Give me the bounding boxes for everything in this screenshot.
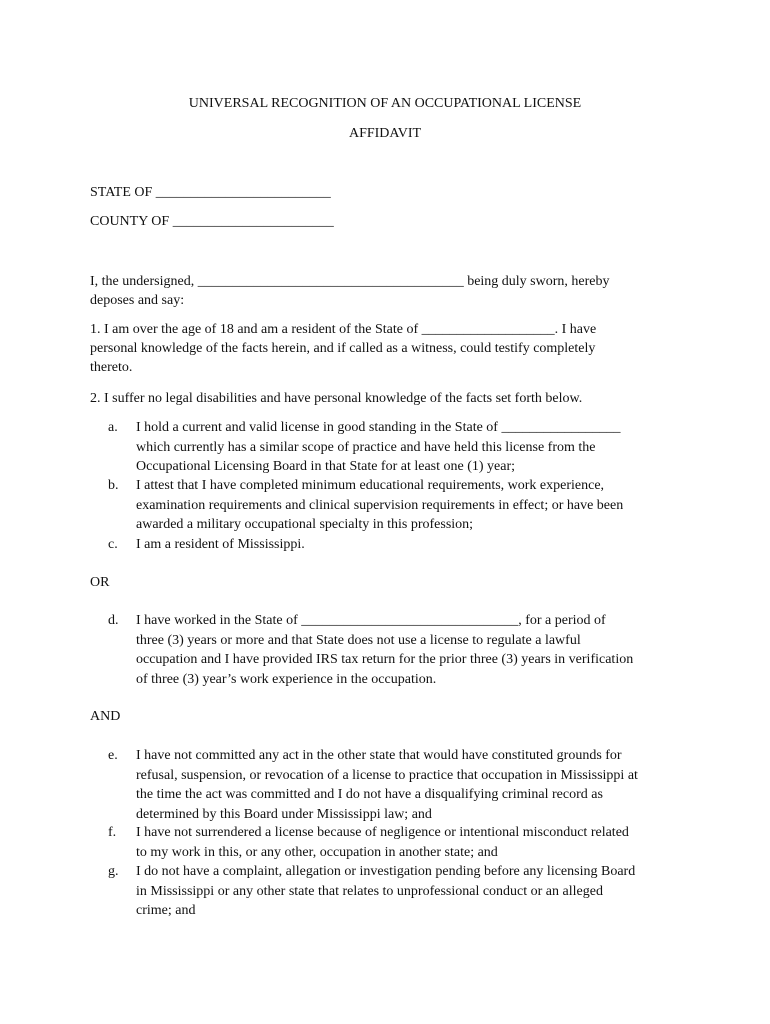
- list-item-line: I am a resident of Mississippi.: [136, 537, 305, 552]
- list-item-line: I have not surrendered a license because of negligence or intentional misconduct related: [136, 825, 629, 840]
- list-item-label: f.: [108, 825, 117, 840]
- list-item-line: to my work in this, or any other, occupation in another state; and: [136, 844, 498, 860]
- list-item-line: I have worked in the State of _______________________________, for a period of: [136, 613, 606, 628]
- list-item-line: crime; and: [136, 903, 196, 918]
- intro-line-2: deposes and say:: [90, 293, 185, 308]
- county-line: COUNTY OF _______________________: [90, 214, 334, 229]
- list-item-line: determined by this Board under Mississippi law; and: [136, 806, 432, 822]
- or-label: OR: [90, 575, 110, 590]
- list-item-line: which currently has a similar scope of practice and have held this license from the: [136, 439, 596, 455]
- list-item-line: three (3) years or more and that State does not use a license to regulate a lawful: [136, 632, 581, 648]
- paragraph-1-line-1: 1. I am over the age of 18 and am a resident of the State of ___________________. I have: [90, 322, 597, 337]
- list-item-line: I attest that I have completed minimum educational requirements, work experience,: [136, 478, 605, 493]
- list-item-label: c.: [108, 537, 118, 552]
- list-item-line: awarded a military occupational specialty in this profession;: [136, 517, 474, 532]
- paragraph-1-line-2: personal knowledge of the facts herein, and if called as a witness, could testify completely: [90, 341, 596, 356]
- list-item-label: d.: [108, 613, 119, 628]
- list-item-label: g.: [108, 864, 119, 879]
- state-line: STATE OF _________________________: [90, 185, 331, 200]
- intro-line-1: I, the undersigned, ______________________________________ being duly sworn, hereby: [90, 274, 610, 289]
- paragraph-1-line-3: thereto.: [90, 360, 133, 375]
- list-item-line: I have not committed any act in the other state that would have constituted grounds for: [136, 748, 622, 763]
- list-item-label: b.: [108, 478, 119, 493]
- paragraph-2: 2. I suffer no legal disabilities and have personal knowledge of the facts set forth below.: [90, 391, 583, 406]
- and-label: AND: [90, 709, 121, 724]
- list-item-label: e.: [108, 748, 118, 763]
- list-item-line: occupation and I have provided IRS tax return for the prior three (3) years in verification: [136, 652, 634, 667]
- document-subtitle: AFFIDAVIT: [348, 126, 422, 141]
- list-item-line: examination requirements and clinical supervision requirements in effect; or have been: [136, 497, 624, 513]
- list-item-line: of three (3) year’s work experience in the occupation.: [136, 671, 437, 687]
- list-item-line: the time the act was committed and I do not have a disqualifying criminal record as: [136, 787, 603, 802]
- list-item-line: refusal, suspension, or revocation of a license to practice that occupation in Mississippi at: [136, 767, 638, 783]
- list-item-line: I hold a current and valid license in good standing in the State of _________________: [136, 420, 621, 435]
- list-item-line: Occupational Licensing Board in that State for at least one (1) year;: [136, 459, 516, 474]
- list-item-label: a.: [108, 420, 118, 435]
- list-item-line: in Mississippi or any other state that relates to unprofessional conduct or an alleged: [136, 883, 603, 899]
- document-title: UNIVERSAL RECOGNITION OF AN OCCUPATIONAL LICENSE: [188, 96, 582, 111]
- list-item-line: I do not have a complaint, allegation or investigation pending before any licensing Board: [136, 864, 636, 879]
